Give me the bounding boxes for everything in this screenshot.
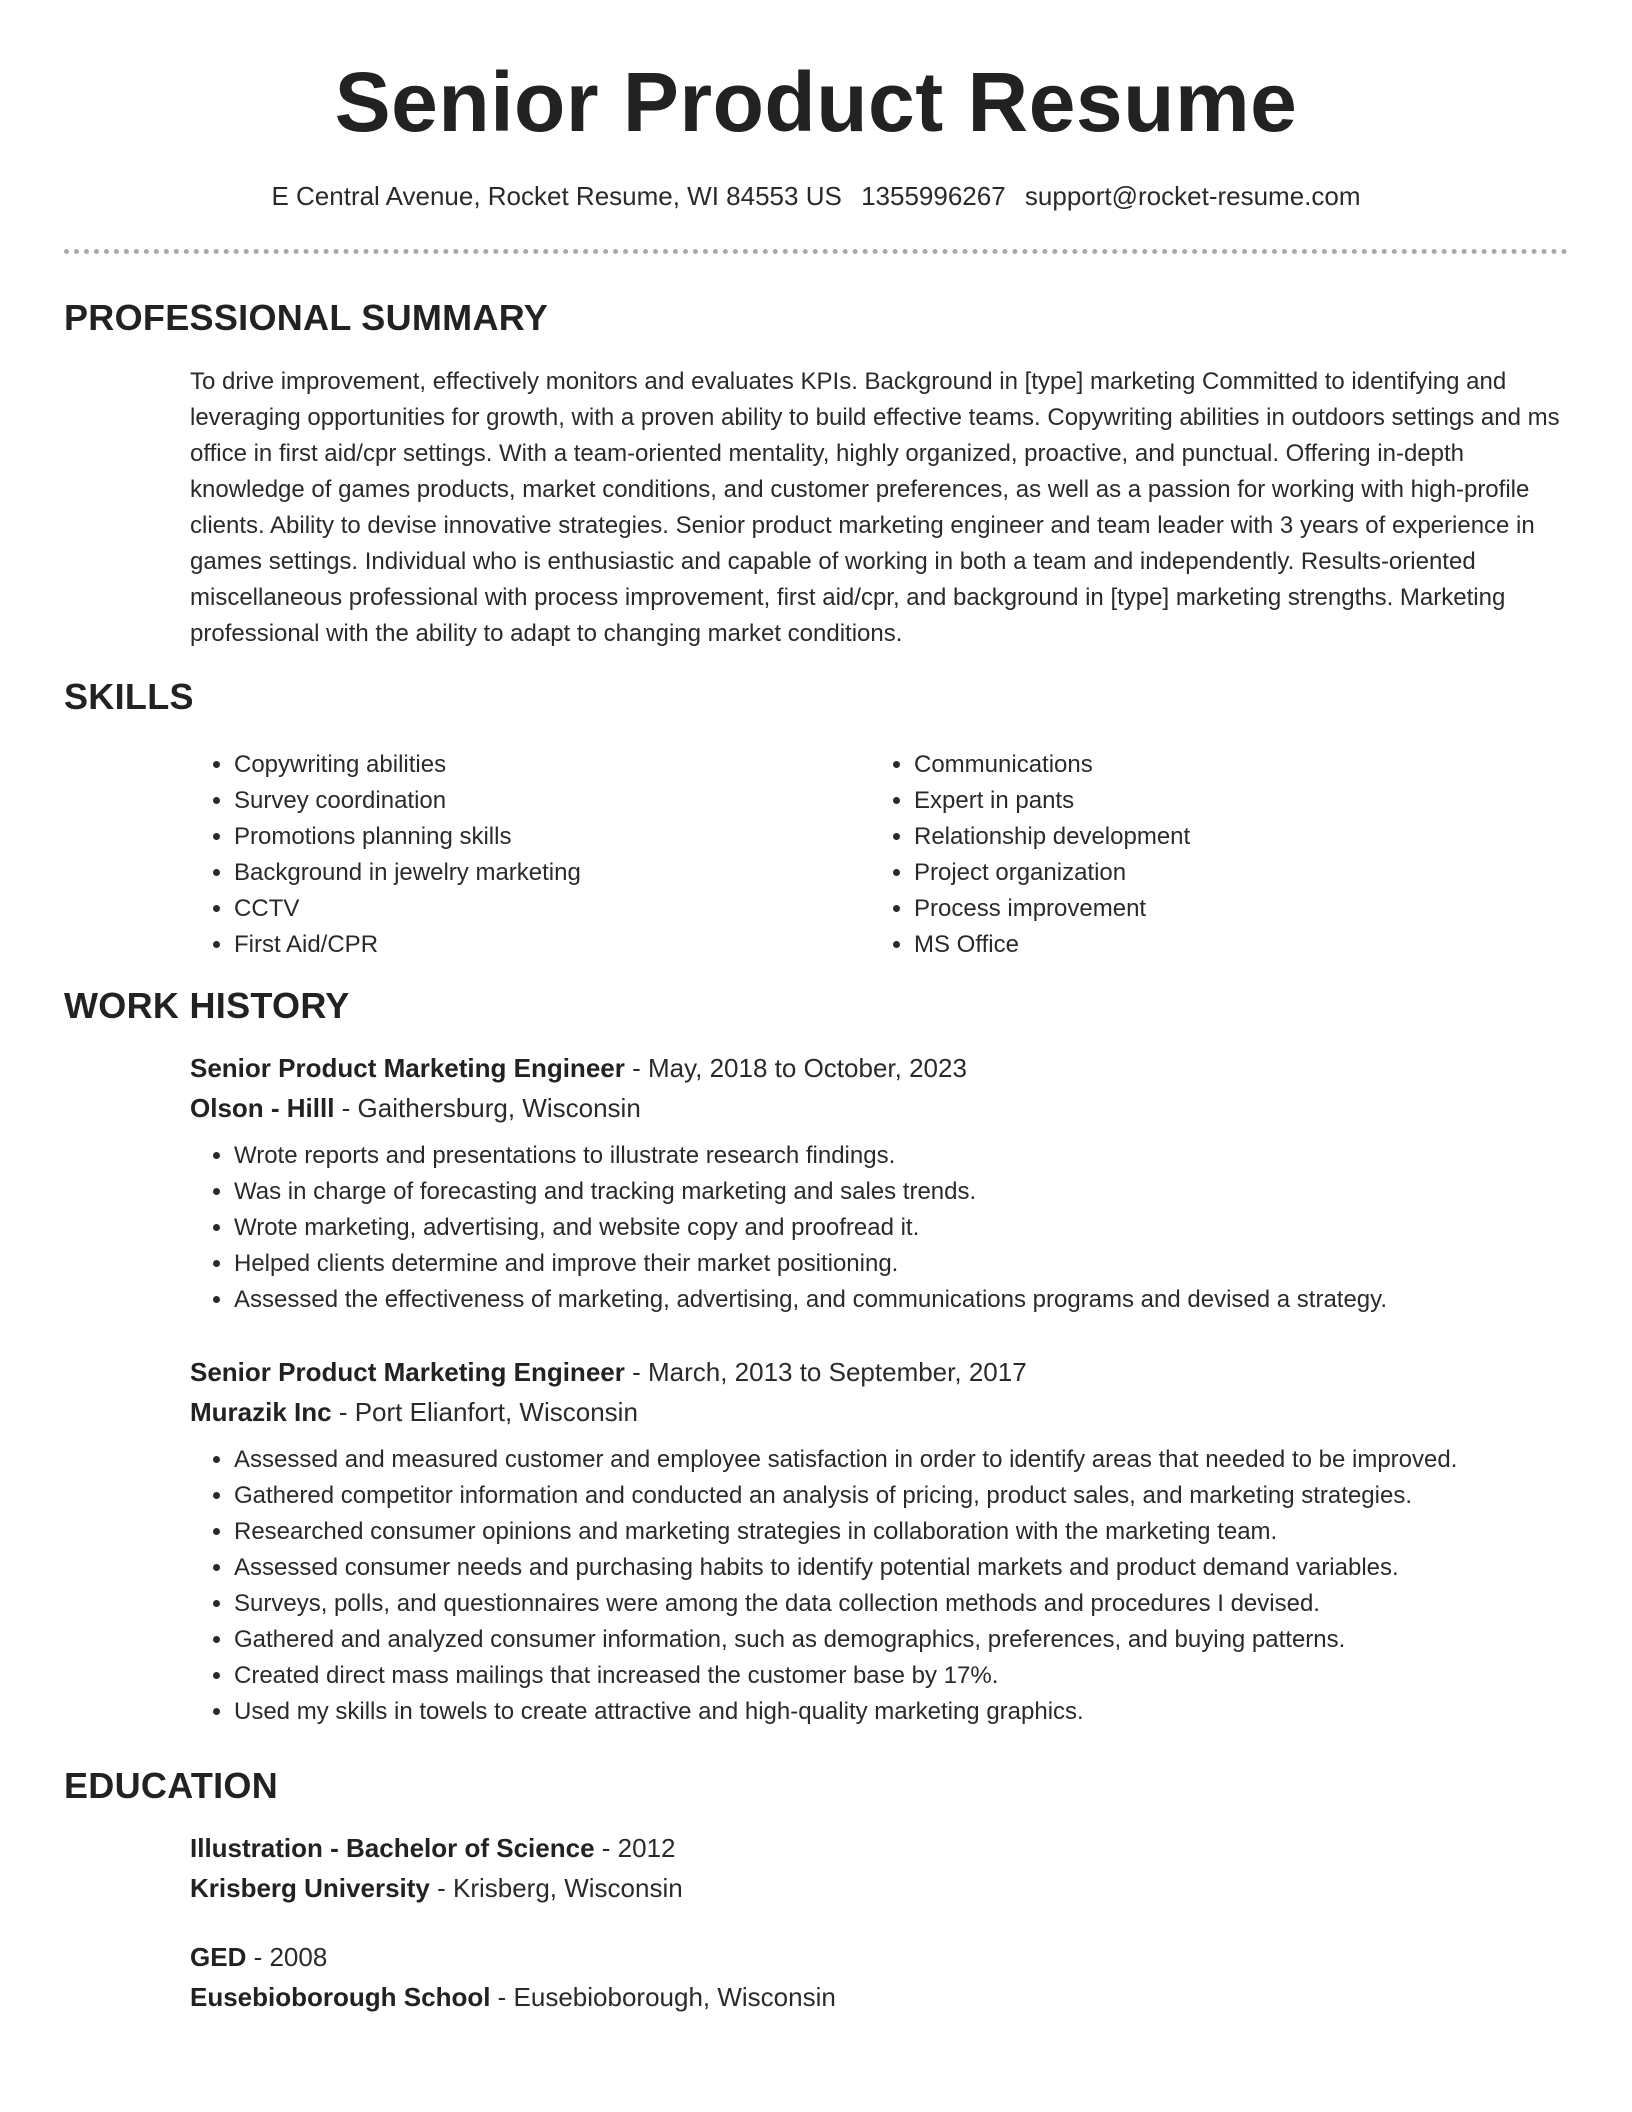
job-bullets bbox=[190, 1138, 1590, 1318]
job-bullet: • Wrote reports and presentations to illustrate research findings. bbox=[234, 1138, 1590, 1174]
contact-phone: 1355996267 bbox=[861, 181, 1006, 211]
summary-heading: PROFESSIONAL SUMMARY bbox=[64, 297, 549, 338]
contact-email: support@rocket-resume.com bbox=[1024, 181, 1361, 211]
skill-item: • Copywriting abilities bbox=[234, 747, 870, 783]
skills-column-left bbox=[190, 747, 870, 963]
job-title-line bbox=[190, 1048, 1590, 1088]
job-title-line bbox=[190, 1352, 1590, 1392]
skill-item: • CCTV bbox=[234, 891, 870, 927]
education-school: Eusebioborough School bbox=[190, 1982, 491, 2012]
job-entry bbox=[190, 1048, 1590, 1318]
job-bullets bbox=[190, 1442, 1590, 1730]
education-degree-line bbox=[190, 1937, 1590, 1977]
education-degree-line bbox=[190, 1828, 1590, 1868]
header-divider bbox=[64, 249, 1568, 254]
summary-text: To drive improvement, effectively monitors and evaluates KPIs. Background in [type] marketing Committed to identifying and leveraging opportunities for growth, with a proven ability to build effective teams. Copywriting abilities in outdoors settings and ms office in first aid/cpr settings. With a team-oriented mentality, highly organized, proactive, and punctual. Offering in-depth knowledge of games products, market conditions, and customer preferences, as well as a passion for working with high-profile clients. Ability to devise innovative strategies. Senior product marketing engineer and team leader with 3 years of experience in games settings. Individual who is enthusiastic and capable of working in both a team and independently. Results-oriented miscellaneous professional with process improvement, first aid/cpr, and background in [type] marketing strengths. Marketing professional with the ability to adapt to changing market conditions. bbox=[190, 368, 1560, 647]
job-bullet: • Assessed the effectiveness of marketing, advertising, and communications programs and devised a strategy. bbox=[234, 1282, 1590, 1318]
skill-item: • Relationship development bbox=[914, 819, 1550, 855]
job-company: Murazik Inc bbox=[190, 1397, 332, 1427]
skill-item: • Project organization bbox=[914, 855, 1550, 891]
job-bullet: • Created direct mass mailings that increased the customer base by 17%. bbox=[234, 1658, 1590, 1694]
job-bullet: • Wrote marketing, advertising, and website copy and proofread it. bbox=[234, 1210, 1590, 1246]
education-location: - Krisberg, Wisconsin bbox=[429, 1873, 683, 1903]
job-bullet: • Assessed and measured customer and employee satisfaction in order to identify areas that needed to be improved. bbox=[234, 1442, 1590, 1478]
education-degree: Illustration - Bachelor of Science bbox=[190, 1833, 595, 1863]
job-dates: - May, 2018 to October, 2023 bbox=[624, 1053, 967, 1083]
education-school: Krisberg University bbox=[190, 1873, 430, 1903]
job-bullet: • Helped clients determine and improve their market positioning. bbox=[234, 1246, 1590, 1282]
skill-item: • First Aid/CPR bbox=[234, 927, 870, 963]
education-entry bbox=[190, 1828, 1590, 1908]
job-entry bbox=[190, 1352, 1590, 1730]
contact-address: E Central Avenue, Rocket Resume, WI 84553 US bbox=[271, 181, 842, 211]
education-school-line bbox=[190, 1977, 1590, 2017]
job-bullet: • Assessed consumer needs and purchasing habits to identify potential markets and product demand variables. bbox=[234, 1550, 1590, 1586]
job-dates: - March, 2013 to September, 2017 bbox=[624, 1357, 1027, 1387]
skill-item: • MS Office bbox=[914, 927, 1550, 963]
job-bullet: • Used my skills in towels to create attractive and high-quality marketing graphics. bbox=[234, 1694, 1590, 1730]
skill-item: • Communications bbox=[914, 747, 1550, 783]
work-heading: WORK HISTORY bbox=[64, 985, 350, 1026]
skills-list bbox=[190, 747, 1570, 963]
job-location: - Port Elianfort, Wisconsin bbox=[331, 1397, 638, 1427]
skills-column-right bbox=[870, 747, 1550, 963]
job-bullet: • Was in charge of forecasting and tracking marketing and sales trends. bbox=[234, 1174, 1590, 1210]
job-bullet: • Surveys, polls, and questionnaires were among the data collection methods and procedures I devised. bbox=[234, 1586, 1590, 1622]
contact-line bbox=[0, 178, 1632, 214]
skill-item: • Survey coordination bbox=[234, 783, 870, 819]
skill-item: • Background in jewelry marketing bbox=[234, 855, 870, 891]
skill-item: • Expert in pants bbox=[914, 783, 1550, 819]
job-company: Olson - Hilll bbox=[190, 1093, 335, 1123]
education-year: - 2012 bbox=[594, 1833, 676, 1863]
skill-item: • Promotions planning skills bbox=[234, 819, 870, 855]
job-bullet: • Researched consumer opinions and marketing strategies in collaboration with the marketing team. bbox=[234, 1514, 1590, 1550]
education-entry bbox=[190, 1937, 1590, 2017]
education-heading: EDUCATION bbox=[64, 1765, 279, 1806]
resume-name: Senior Product Resume bbox=[334, 55, 1298, 149]
job-title: Senior Product Marketing Engineer bbox=[190, 1357, 625, 1387]
job-bullet: • Gathered and analyzed consumer information, such as demographics, preferences, and buying patterns. bbox=[234, 1622, 1590, 1658]
job-bullet: • Gathered competitor information and conducted an analysis of pricing, product sales, and marketing strategies. bbox=[234, 1478, 1590, 1514]
education-year: - 2008 bbox=[246, 1942, 328, 1972]
education-degree: GED bbox=[190, 1942, 247, 1972]
skills-heading: SKILLS bbox=[64, 676, 194, 717]
job-location: - Gaithersburg, Wisconsin bbox=[334, 1093, 641, 1123]
skill-item: • Process improvement bbox=[914, 891, 1550, 927]
job-company-line bbox=[190, 1088, 1590, 1128]
education-school-line bbox=[190, 1868, 1590, 1908]
job-title: Senior Product Marketing Engineer bbox=[190, 1053, 625, 1083]
education-location: - Eusebioborough, Wisconsin bbox=[490, 1982, 836, 2012]
job-company-line bbox=[190, 1392, 1590, 1432]
